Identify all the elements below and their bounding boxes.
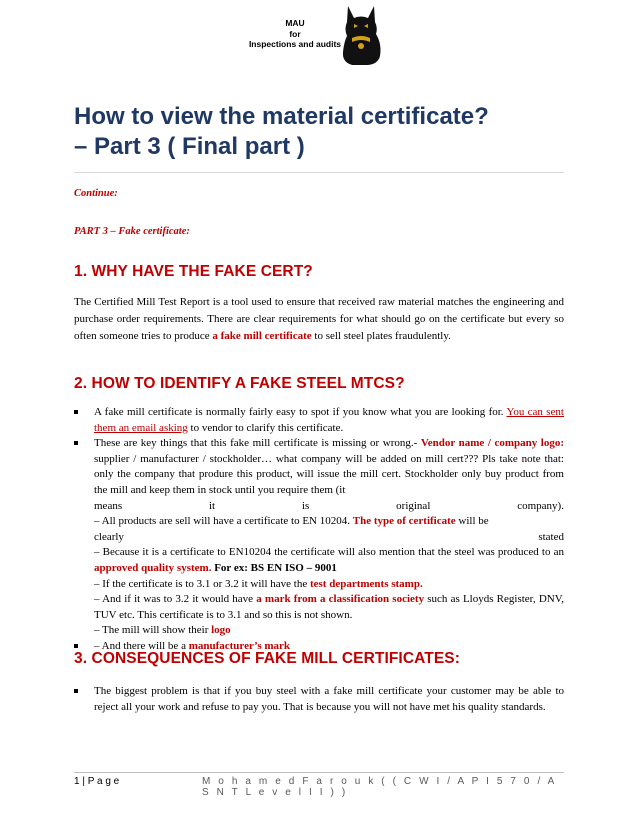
- s2-line-7: [94, 623, 564, 639]
- s2-b3-before: – And there will be a: [94, 639, 189, 652]
- org-name: [240, 18, 350, 50]
- section-1-heading: 1. WHY HAVE THE FAKE CERT?: [74, 263, 313, 280]
- s2-l2-red: The type of certificate: [352, 515, 456, 528]
- org-line-1: MAU: [285, 18, 305, 28]
- s2-line-5: [94, 577, 564, 593]
- s2-spread-line: [94, 499, 564, 515]
- section-2-list: [74, 405, 564, 655]
- s2-l2-before: – All products are sell will have a certificate to EN 10204.: [94, 515, 353, 528]
- s1-text-before: The Certified Mill Test Report is a tool used to ensure that received raw material matches the engineering and purchase order requirements. There are clear requirements for what should go on the certificate but every so often someone tries to produce: [74, 296, 564, 342]
- page-title: [74, 102, 574, 162]
- cat-silhouette-icon: [338, 4, 384, 66]
- title-divider: [74, 172, 564, 173]
- s2-line-2: [94, 514, 564, 530]
- s1-text-after: to sell steel plates fraudulently.: [311, 330, 451, 342]
- spread-word: original: [396, 499, 431, 512]
- s2-l5-red: test departments stamp.: [309, 577, 423, 590]
- s2-vendor-text: supplier / manufacturer / stockholder… what company will be added on mill cert??? Pls take note that: only the company that produre this product, will issue the mill cert. Stockholder only buy product from the mill and keep them in stock until you require them (it: [94, 452, 564, 496]
- section-1-paragraph: [74, 294, 564, 345]
- spread-word: company).: [517, 499, 564, 512]
- s2-l6-before: – And if it was to 3.2 it would have: [94, 593, 257, 606]
- footer-author: M o h a m e d F a r o u k ( ( C W I / A P I 5 7 0 / A S N T L e v e l I I ) ): [202, 776, 557, 798]
- s2-l2-after: will be: [455, 515, 489, 528]
- s2-l4-before: – Because it is a certificate to EN10204 the certificate will also mention that the steel was produced to an: [94, 546, 564, 559]
- bullet-icon: [74, 644, 78, 648]
- footer-divider: [74, 772, 564, 773]
- s2-b3-red: manufacturer’s mark: [188, 639, 291, 652]
- list-item: [74, 684, 564, 715]
- s1-highlight: a fake mill certificate: [212, 330, 312, 342]
- bullet-icon: [74, 689, 78, 693]
- email-link[interactable]: You can sent them an email asking: [94, 406, 564, 434]
- list-item: [74, 405, 564, 436]
- s2-l6-after: such as Lloyds Register, DNV, TUV etc. This certificate is to 3.1 and so this is not shown.: [94, 593, 564, 621]
- s3-b1: The biggest problem is that if you buy steel with a fake mill certificate your customer may be able to reject all your work and refuse to pay you. That is because you will not have met his quality standards.: [94, 685, 564, 713]
- spread-word: it: [208, 499, 216, 512]
- org-line-3: Inspections and audits: [248, 39, 342, 49]
- s2-l4-after: For ex: BS EN ISO – 9001: [211, 561, 337, 574]
- s2-l3-right: stated: [538, 530, 564, 543]
- s2-l4-red: approved quality system.: [94, 561, 212, 574]
- s2-l6-red: a mark from a classification society: [256, 593, 425, 606]
- section-2-heading: 2. HOW TO IDENTIFY A FAKE STEEL MTCS?: [74, 375, 405, 392]
- continue-label: Continue:: [74, 188, 118, 199]
- s2-b1-text: A fake mill certificate is normally fairly easy to spot if you know what you are looking for.: [94, 406, 507, 418]
- list-item: [74, 436, 564, 639]
- section-3-heading: 3. CONSEQUENCES OF FAKE MILL CERTIFICATES:: [74, 650, 460, 667]
- title-line-1: How to view the material certificate?: [74, 103, 489, 130]
- s2-l5-before: – If the certificate is to 3.1 or 3.2 it will have the: [94, 577, 310, 590]
- title-line-2: – Part 3 ( Final part ): [74, 133, 305, 160]
- s2-l7-before: – The mill will show their: [94, 624, 212, 637]
- s2-line-3: [94, 530, 564, 546]
- s2-line-4: [94, 545, 564, 576]
- s2-b1-after: to vendor to clarify this certificate.: [187, 421, 344, 434]
- spread-word: is: [301, 499, 310, 512]
- bullet-icon: [74, 410, 78, 414]
- s2-l3-left: clearly: [94, 530, 124, 543]
- spread-word: means: [94, 499, 123, 512]
- org-line-2: for: [289, 28, 301, 39]
- s2-l7-red: logo: [211, 624, 231, 637]
- page-number: 1 | P a g e: [74, 776, 120, 787]
- bullet-icon: [74, 441, 78, 445]
- s2-vendor-label: Vendor name / company logo:: [420, 437, 564, 450]
- s2-line-6: [94, 592, 564, 623]
- section-3-list: [74, 684, 564, 715]
- part-label: PART 3 – Fake certificate:: [74, 226, 190, 237]
- s2-b2-intro: These are key things that this fake mill certificate is missing or wrong.-: [94, 437, 421, 450]
